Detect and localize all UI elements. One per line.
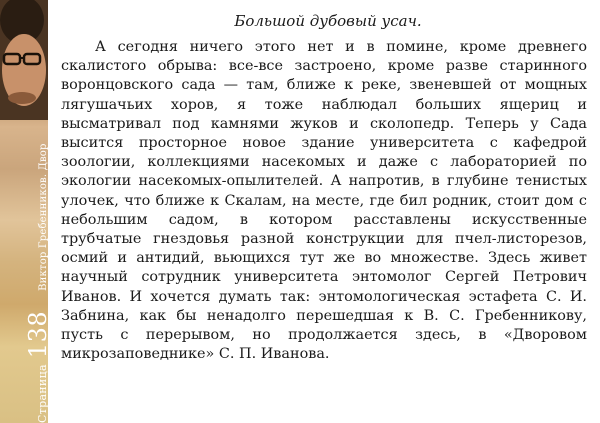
side-strip	[0, 0, 52, 423]
author-photo	[0, 0, 48, 120]
side-caption	[24, 143, 52, 423]
page-word-label: Страница	[36, 364, 49, 423]
article-title: Большой дубовый усач.	[234, 12, 422, 30]
article-paragraph: А сегодня ничего этого нет и в помине, кроме древнего скалистого обрыва: все-все застроено, кроме разве старинного воронцовского сада — там, ближе к реке, звеневшей от мощных лягушачьих хоров, я тоже наблюдал больших ящериц и высматривал под камнями жуков и сколопедр. Теперь у Сада высится просторное новое здание университета с кафедрой зоологии, коллекциями насекомых и даже с лабораторией по экологии насекомых-опылителей. А напротив, в глубине тенистых улочек, что ближе к Скалам, на месте, где бил родник, стоит дом с небольшим садом, в котором расставлены искусственные трубчатые гнездовья разной конструкции для пчел-листорезов, осмий и антидий, вьющихся тут же во множестве. Здесь живет научный сотрудник университета энтомолог Сергей Петрович Иванов. И хочется думать так: энтомологическая эстафета С. И. Забнина, как бы ненадолго перешедшая к В. С. Гребенникову, пусть с перерывом, но продолжается здесь, в «Дворовом микрозаповеднике» С. П. Иванова.	[61, 39, 587, 363]
article	[55, 0, 593, 364]
page-number: 138	[24, 310, 52, 359]
author-book-label: Виктор Гребенников. Двор	[38, 143, 49, 291]
